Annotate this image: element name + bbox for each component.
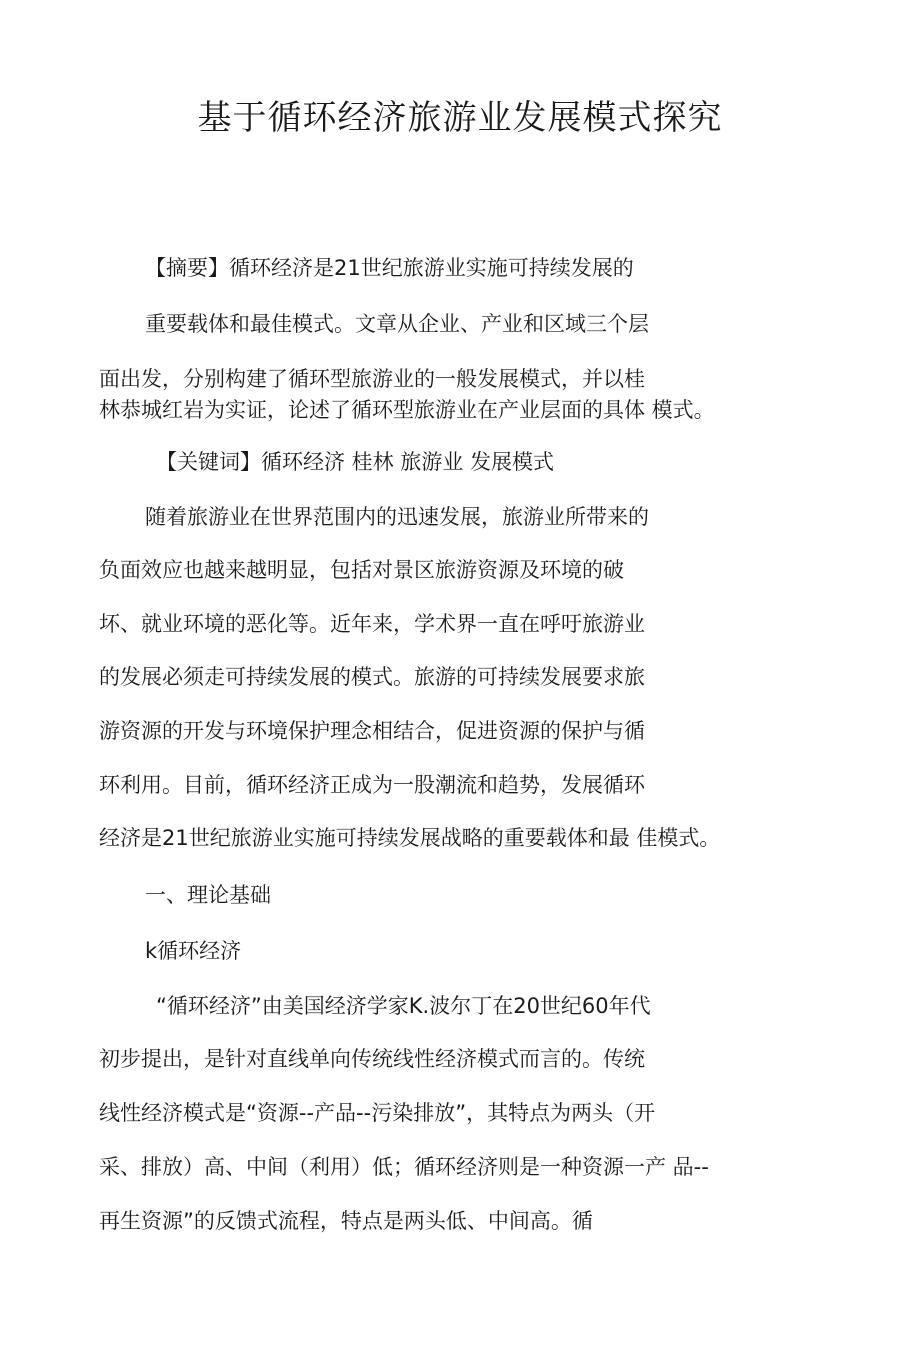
abstract-line-3: 面出发，分别构建了循环型旅游业的一般发展模式，并以桂 [99, 367, 645, 391]
intro-line-1: 随着旅游业在世界范围内的迅速发展，旅游业所带来的 [145, 505, 649, 529]
section-subheading: k循环经济 [145, 939, 242, 963]
intro-line-2: 负面效应也越来越明显，包括对景区旅游资源及环境的破 [99, 558, 624, 582]
abstract-line-2: 重要载体和最佳模式。文章从企业、产业和区域三个层 [145, 312, 649, 336]
body-line-4: 采、排放）高、中间（利用）低；循环经济则是一种资源一产 品-- [99, 1155, 709, 1179]
keywords-line: 【关键词】循环经济 桂林 旅游业 发展模式 [156, 450, 555, 474]
abstract-line-4: 林恭城红岩为实证，论述了循环型旅游业在产业层面的具体 模式。 [99, 398, 715, 422]
body-line-2: 初步提出，是针对直线单向传统线性经济模式而言的。传统 [99, 1047, 645, 1071]
intro-line-4: 的发展必须走可持续发展的模式。旅游的可持续发展要求旅 [99, 665, 645, 689]
abstract-line-1: 【摘要】循环经济是21世纪旅游业实施可持续发展的 [145, 256, 634, 280]
body-line-3: 线性经济模式是“资源--产品--污染排放”，其特点为两头（开 [99, 1101, 656, 1125]
intro-line-3: 坏、就业环境的恶化等。近年来，学术界一直在呼吁旅游业 [99, 612, 645, 636]
body-line-5: 再生资源”的反馈式流程，特点是两头低、中间高。循 [99, 1209, 593, 1233]
intro-line-5: 游资源的开发与环境保护理念相结合，促进资源的保护与循 [99, 719, 645, 743]
section-heading: 一、理论基础 [145, 883, 271, 907]
body-line-1: “循环经济”由美国经济学家K.波尔丁在20世纪60年代 [156, 994, 651, 1018]
document-title: 基于循环经济旅游业发展模式探究 [197, 98, 723, 138]
intro-line-6: 环利用。目前，循环经济正成为一股潮流和趋势，发展循环 [99, 773, 645, 797]
intro-line-7: 经济是21世纪旅游业实施可持续发展战略的重要载体和最 佳模式。 [99, 826, 721, 850]
